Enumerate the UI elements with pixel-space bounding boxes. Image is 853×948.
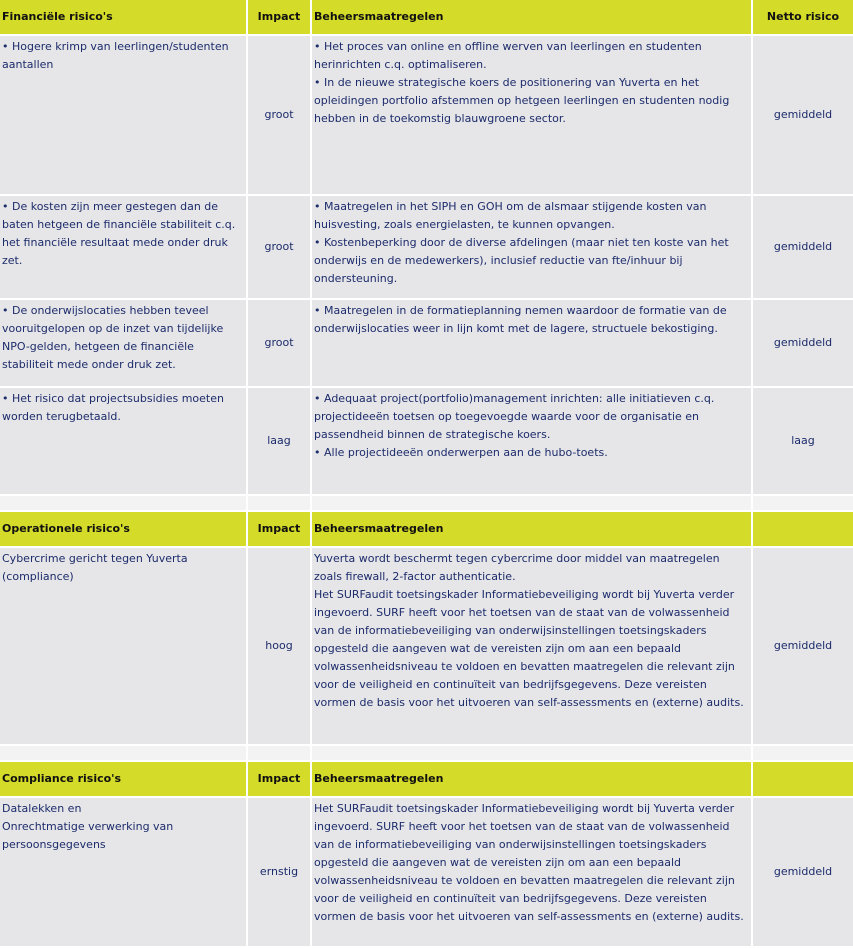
risk-row: [0, 547, 853, 745]
measure-text: • Maatregelen in de formatieplanning nemen waardoor de formatie van de onderwijslocaties weer in lijn komt met de lagere, structuele bekostiging.: [314, 304, 727, 335]
impact-value: hoog: [247, 547, 311, 745]
risk-description: [0, 387, 247, 495]
risk-description: [0, 797, 247, 947]
section-spacer: [0, 745, 853, 761]
risk-row: [0, 387, 853, 495]
spacer-cell: [0, 745, 247, 761]
impact-header: Impact: [247, 0, 311, 35]
impact-value: groot: [247, 195, 311, 299]
spacer-cell: [311, 495, 752, 511]
risk-text: • De kosten zijn meer gestegen dan de baten hetgeen de financiële stabiliteit c.q. het financiële resultaat mede onder druk zet.: [2, 200, 236, 267]
measure-text: Yuverta wordt beschermt tegen cybercrime door middel van maatregelen zoals firewall, 2-factor authenticatie.: [314, 552, 720, 583]
impact-header: Impact: [247, 511, 311, 547]
measures-header: Beheersmaatregelen: [311, 511, 752, 547]
risk-description: [0, 299, 247, 387]
measures-cell: [311, 299, 752, 387]
section-header: [0, 0, 853, 35]
impact-value: groot: [247, 299, 311, 387]
measure-text: • Alle projectideeën onderwerpen aan de hubo-toets.: [314, 446, 608, 459]
measure-text: • Maatregelen in het SIPH en GOH om de alsmaar stijgende kosten van huisvesting, zoals energielasten, te kunnen opvangen.: [314, 200, 707, 231]
measure-text: • Kostenbeperking door de diverse afdelingen (maar niet ten koste van het onderwijs en de medewerkers), inclusief reductie van fte/inhuur bij ondersteuning.: [314, 236, 729, 285]
risk-description: [0, 547, 247, 745]
spacer-cell: [0, 495, 247, 511]
section-title: Operationele risico's: [0, 511, 247, 547]
net-risk-header: [752, 761, 853, 797]
measures-header: Beheersmaatregelen: [311, 761, 752, 797]
impact-value: laag: [247, 387, 311, 495]
risk-text: • De onderwijslocaties hebben teveel vooruitgelopen op de inzet van tijdelijke NPO-gelden, hetgeen de financiële stabiliteit mede onder druk zet.: [2, 304, 224, 371]
risk-text: Onrechtmatige verwerking van persoonsgegevens: [2, 820, 174, 851]
spacer-cell: [752, 745, 853, 761]
impact-value: groot: [247, 35, 311, 195]
net-risk-header: [752, 511, 853, 547]
net-risk-value: gemiddeld: [752, 299, 853, 387]
net-risk-value: gemiddeld: [752, 35, 853, 195]
risk-row: [0, 299, 853, 387]
section-header: [0, 761, 853, 797]
impact-value: ernstig: [247, 797, 311, 947]
risk-text: Datalekken en: [2, 802, 82, 815]
section-title: Financiële risico's: [0, 0, 247, 35]
measures-cell: [311, 35, 752, 195]
net-risk-value: laag: [752, 387, 853, 495]
net-risk-value: gemiddeld: [752, 195, 853, 299]
section-title: Compliance risico's: [0, 761, 247, 797]
spacer-cell: [752, 495, 853, 511]
risk-description: [0, 195, 247, 299]
measures-cell: [311, 195, 752, 299]
spacer-cell: [311, 745, 752, 761]
measures-cell: [311, 547, 752, 745]
measure-text: • Adequaat project(portfolio)management inrichten: alle initiatieven c.q. projectideeën toetsen op toegevoegde waarde voor de organisatie en passendheid binnen de strategische koers.: [314, 392, 715, 441]
spacer-cell: [247, 495, 311, 511]
risk-text: • Hogere krimp van leerlingen/studenten aantallen: [2, 40, 229, 71]
risk-text: • Het risico dat projectsubsidies moeten worden terugbetaald.: [2, 392, 224, 423]
measure-text: Het SURFaudit toetsingskader Informatiebeveiliging wordt bij Yuverta verder ingevoerd. SURF heeft voor het toetsen van de staat van de volwassenheid van de informatiebeveiliging van onderwijsinstellingen toetsingskaders opgesteld die aangeven wat de vereisten zijn om aan een bepaald volwassenheidsniveau te voldoen en bevatten maatregelen die relevant zijn voor de veiligheid en continuïteit van bedrijfsgegevens. Deze vereisten vormen de basis voor het uitvoeren van self-assessments en (externe) audits.: [314, 802, 744, 923]
measure-text: • In de nieuwe strategische koers de positionering van Yuverta en het opleidingen portfolio afstemmen op hetgeen leerlingen en studenten nodig hebben in de toekomstig blauwgroene sector.: [314, 76, 730, 125]
risk-row: [0, 797, 853, 947]
impact-header: Impact: [247, 761, 311, 797]
net-risk-header: Netto risico: [752, 0, 853, 35]
risk-text: Cybercrime gericht tegen Yuverta (compliance): [2, 552, 188, 583]
measure-text: Het SURFaudit toetsingskader Informatiebeveiliging wordt bij Yuverta verder ingevoerd. SURF heeft voor het toetsen van de staat van de volwassenheid van de informatiebeveiliging van onderwijsinstellingen toetsingskaders opgesteld die aangeven wat de vereisten zijn om aan een bepaald volwassenheidsniveau te voldoen en bevatten maatregelen die relevant zijn voor de veiligheid en continuïteit van bedrijfsgegevens. Deze vereisten vormen de basis voor het uitvoeren van self-assessments en (externe) audits.: [314, 588, 744, 709]
measures-cell: [311, 387, 752, 495]
section-header: [0, 511, 853, 547]
net-risk-value: gemiddeld: [752, 797, 853, 947]
measures-cell: [311, 797, 752, 947]
section-spacer: [0, 495, 853, 511]
net-risk-value: gemiddeld: [752, 547, 853, 745]
risk-description: [0, 35, 247, 195]
measure-text: • Het proces van online en offline werven van leerlingen en studenten herinrichten c.q. optimaliseren.: [314, 40, 702, 71]
risk-row: [0, 35, 853, 195]
risk-row: [0, 195, 853, 299]
spacer-cell: [247, 745, 311, 761]
measures-header: Beheersmaatregelen: [311, 0, 752, 35]
